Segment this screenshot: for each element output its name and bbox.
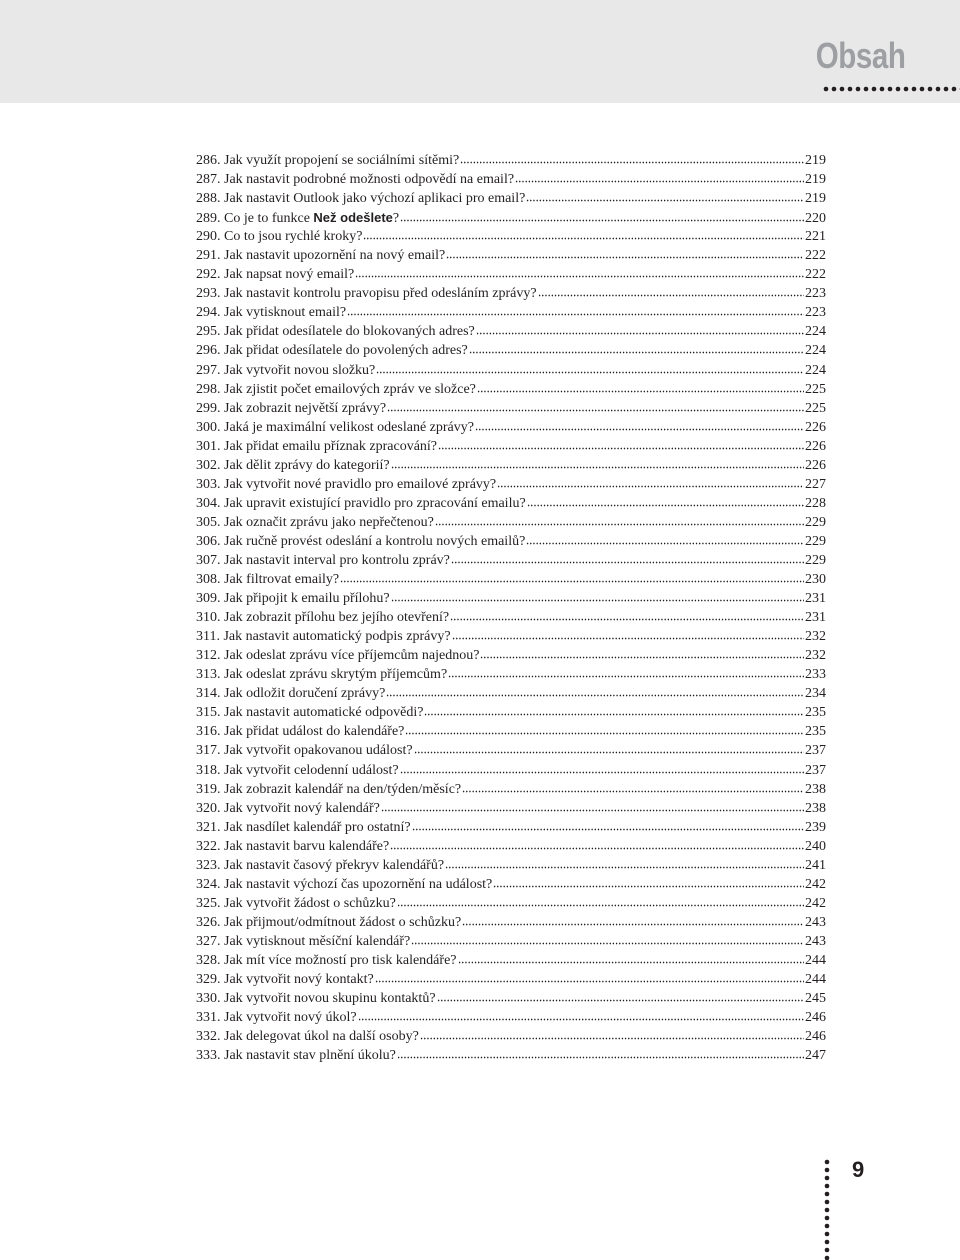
toc-entry-text: 293. Jak nastavit kontrolu pravopisu před odesláním zprávy?: [196, 286, 537, 302]
toc-entry-title: [196, 684, 385, 703]
toc-entry-title: [196, 265, 354, 284]
toc-entry-title: [196, 951, 457, 970]
toc-entry-page: 239: [805, 819, 826, 835]
toc-entry-title: [196, 532, 525, 551]
dot-leader: [424, 706, 804, 716]
toc-entry[interactable]: [196, 722, 826, 741]
toc-entry-title: [196, 761, 399, 780]
toc-entry-text: 316. Jak přidat událost do kalendáře?: [196, 724, 405, 740]
header-dotted-rule: [822, 86, 960, 92]
toc-entry-text: 306. Jak ručně provést odeslání a kontrolu nových emailů?: [196, 533, 526, 549]
toc-entry-text: 292. Jak napsat nový email?: [196, 267, 355, 283]
toc-entry-text: 329. Jak vytvořit nový kontakt?: [196, 972, 374, 988]
toc-entry-page: 238: [805, 800, 826, 816]
toc-entry[interactable]: [196, 913, 826, 932]
dot-leader: [445, 859, 804, 869]
dot-leader: [376, 364, 804, 374]
toc-entry-page: 219: [805, 172, 826, 188]
toc-entry-title: [196, 551, 450, 570]
toc-entry-title: [196, 875, 492, 894]
toc-entry[interactable]: [196, 646, 826, 665]
toc-entry-page: 225: [805, 381, 826, 397]
toc-entry-text: 291. Jak nastavit upozornění na nový email?: [196, 248, 446, 264]
toc-entry-text: 297. Jak vytvořit novou složku?: [196, 362, 376, 378]
toc-entry-keyword: Než odešlete: [313, 210, 393, 226]
toc-entry-title: [196, 989, 436, 1008]
toc-entry-page: 229: [805, 552, 826, 568]
dot-leader: [435, 516, 804, 526]
toc-entry-text: 315. Jak nastavit automatické odpovědi?: [196, 705, 424, 721]
toc-entry-title: [196, 151, 459, 170]
dot-leader: [515, 173, 804, 183]
section-title: Obsah: [816, 35, 906, 76]
toc-entry-title: [196, 799, 380, 818]
dot-leader: [355, 268, 804, 278]
dot-leader: [390, 840, 804, 850]
toc-entry-page: 229: [805, 514, 826, 530]
toc-entry[interactable]: [196, 437, 826, 456]
toc-entry-text: 287. Jak nastavit podrobné možnosti odpovědí na email?: [196, 172, 515, 188]
dot-leader: [397, 897, 804, 907]
dot-leader: [375, 973, 804, 983]
toc-entry[interactable]: [196, 418, 826, 437]
toc-entry-page: 220: [805, 211, 826, 227]
toc-entry-page: 224: [805, 362, 826, 378]
dot-leader: [400, 764, 804, 774]
toc-entry-title: [196, 170, 514, 189]
toc-entry-title: [196, 303, 346, 322]
toc-entry-title: [196, 722, 404, 741]
toc-entry[interactable]: [196, 551, 826, 570]
toc-entry-text: 294. Jak vytisknout email?: [196, 305, 347, 321]
toc-entry-page: 222: [805, 248, 826, 264]
toc-entry[interactable]: [196, 875, 826, 894]
toc-entry-page: 232: [805, 629, 826, 645]
dot-leader: [452, 630, 804, 640]
toc-entry-title: [196, 970, 374, 989]
toc-entry-title: [196, 208, 399, 228]
toc-entry[interactable]: [196, 341, 826, 360]
toc-entry-title: [196, 418, 474, 437]
toc-entry[interactable]: [196, 475, 826, 494]
toc-entry[interactable]: [196, 608, 826, 627]
toc-entry[interactable]: [196, 494, 826, 513]
toc-entry-title: [196, 322, 475, 341]
toc-entry-title: [196, 703, 423, 722]
toc-entry-text: 314. Jak odložit doručení zprávy?: [196, 686, 386, 702]
toc-entry-page: 247: [805, 1048, 826, 1064]
toc-entry-text: 286. Jak využít propojení se sociálními sítěmi?: [196, 153, 460, 168]
toc-entry[interactable]: [196, 856, 826, 875]
toc-entry-title: [196, 627, 451, 646]
toc-entry[interactable]: [196, 837, 826, 856]
toc-entry-page: 221: [805, 229, 826, 245]
dot-leader: [476, 325, 804, 335]
toc-entry-text: 323. Jak nastavit časový překryv kalendářů?: [196, 857, 445, 873]
toc-entry-page: 242: [805, 876, 826, 892]
toc-entry-text: 290. Co to jsou rychlé kroky?: [196, 229, 363, 245]
toc-entry-text: 296. Jak přidat odesílatele do povolených adres?: [196, 343, 468, 359]
toc-entry-title: [196, 380, 476, 399]
toc-entry-title: [196, 475, 496, 494]
toc-entry[interactable]: [196, 627, 826, 646]
toc-entry-text: 327. Jak vytisknout měsíční kalendář?: [196, 933, 411, 949]
toc-entry-text: 289. Co je to funkce: [196, 211, 314, 227]
toc-entry-page: 219: [805, 153, 826, 168]
toc-entry-text: 331. Jak vytvořit nový úkol?: [196, 1010, 357, 1026]
dot-leader: [391, 592, 804, 602]
toc-entry[interactable]: [196, 303, 826, 322]
toc-entry-page: 237: [805, 743, 826, 759]
dot-leader: [497, 478, 804, 488]
dot-leader: [448, 668, 804, 678]
dot-leader: [446, 249, 804, 259]
dot-leader: [387, 402, 804, 412]
toc-entry-page: 245: [805, 991, 826, 1007]
dot-leader: [412, 821, 804, 831]
toc-entry[interactable]: [196, 589, 826, 608]
toc-entry-page: 238: [805, 781, 826, 797]
dot-leader: [460, 154, 804, 164]
toc-entry-text: 320. Jak vytvořit nový kalendář?: [196, 800, 380, 816]
toc-entry[interactable]: [196, 684, 826, 703]
dot-leader: [462, 783, 804, 793]
toc-entry-page: 229: [805, 533, 826, 549]
toc-entry[interactable]: [196, 322, 826, 341]
dot-leader: [458, 954, 805, 964]
toc-entry-text: 299. Jak zobrazit největší zprávy?: [196, 400, 387, 416]
toc-entry-text: 333. Jak nastavit stav plnění úkolu?: [196, 1048, 396, 1064]
toc-entry-page: 234: [805, 686, 826, 702]
dot-leader: [527, 497, 804, 507]
toc-entry-title: [196, 780, 461, 799]
toc-entry-page: 226: [805, 419, 826, 435]
dot-leader: [400, 212, 804, 222]
toc-entry[interactable]: [196, 665, 826, 684]
toc-entry-title: [196, 1027, 419, 1046]
toc-entry[interactable]: [196, 1027, 826, 1046]
toc-entry-page: 244: [805, 972, 826, 988]
toc-entry-title: [196, 570, 339, 589]
dot-leader: [363, 230, 804, 240]
toc-entry-page: 223: [805, 305, 826, 321]
toc-entry-text: 302. Jak dělit zprávy do kategorií?: [196, 457, 390, 473]
toc-entry-text: 319. Jak zobrazit kalendář na den/týden/měsíc?: [196, 781, 462, 797]
toc-entry[interactable]: [196, 227, 826, 246]
toc-entry-page: 243: [805, 933, 826, 949]
toc-entry-title: [196, 456, 390, 475]
toc-entry[interactable]: [196, 208, 826, 227]
toc-entry[interactable]: [196, 741, 826, 760]
toc-entry-title: [196, 1046, 396, 1065]
dot-leader: [358, 1011, 804, 1021]
toc-entry[interactable]: [196, 189, 826, 208]
toc-entry-page: 230: [805, 572, 826, 588]
dot-leader: [340, 573, 804, 583]
toc-entry-text: 325. Jak vytvořit žádost o schůzku?: [196, 895, 396, 911]
toc-entry-page: 235: [805, 705, 826, 721]
toc-entry[interactable]: [196, 780, 826, 799]
toc-entry[interactable]: [196, 246, 826, 265]
toc-entry-text: 318. Jak vytvořit celodenní událost?: [196, 762, 399, 778]
dot-leader: [397, 1049, 804, 1059]
toc-entry[interactable]: [196, 170, 826, 189]
dot-leader: [381, 802, 804, 812]
toc-entry[interactable]: [196, 151, 826, 170]
dot-leader: [438, 440, 804, 450]
toc-entry-title: [196, 437, 437, 456]
toc-entry-text: 328. Jak mít více možností pro tisk kalendáře?: [196, 952, 457, 968]
toc-entry[interactable]: [196, 284, 826, 303]
toc-entry-page: 223: [805, 286, 826, 302]
toc-entry-text: 326. Jak přijmout/odmítnout žádost o schůzku?: [196, 914, 462, 930]
toc-entry-page: 219: [805, 191, 826, 207]
toc-entry-text: 311. Jak nastavit automatický podpis zprávy?: [196, 629, 451, 645]
toc-entry[interactable]: [196, 989, 826, 1008]
toc-entry-title: [196, 399, 386, 418]
toc-entry[interactable]: [196, 265, 826, 284]
toc-entry-text: 305. Jak označit zprávu jako nepřečtenou?: [196, 514, 434, 530]
toc-entry-text-after: ?: [392, 211, 400, 227]
toc-entry-title: [196, 741, 413, 760]
toc-entry[interactable]: [196, 894, 826, 913]
toc-entry-page: 226: [805, 457, 826, 473]
toc-entry[interactable]: [196, 399, 826, 418]
dot-leader: [526, 535, 804, 545]
toc-entry-title: [196, 1008, 357, 1027]
dot-leader: [411, 935, 804, 945]
toc-entry[interactable]: [196, 456, 826, 475]
toc-entry-text: 295. Jak přidat odesílatele do blokovaných adres?: [196, 324, 475, 340]
toc-entry-page: 244: [805, 952, 826, 968]
toc-entry[interactable]: [196, 970, 826, 989]
toc-entry-title: [196, 341, 468, 360]
toc-entry-text: 313. Jak odeslat zprávu skrytým příjemcům?: [196, 667, 448, 683]
toc-entry[interactable]: [196, 570, 826, 589]
toc-entry-text: 332. Jak delegovat úkol na další osoby?: [196, 1029, 419, 1045]
dot-leader: [493, 878, 804, 888]
toc-entry-page: 241: [805, 857, 826, 873]
toc-entry-page: 242: [805, 895, 826, 911]
toc-entry[interactable]: [196, 761, 826, 780]
table-of-contents: [196, 151, 826, 1065]
toc-entry-page: 227: [805, 476, 826, 492]
dot-leader: [391, 459, 804, 469]
toc-entry-page: 231: [805, 610, 826, 626]
toc-entry-text: 303. Jak vytvořit nové pravidlo pro emailové zprávy?: [196, 476, 497, 492]
toc-entry-page: 226: [805, 438, 826, 454]
toc-entry-title: [196, 189, 525, 208]
toc-entry-title: [196, 894, 396, 913]
toc-entry[interactable]: [196, 951, 826, 970]
toc-entry-text: 307. Jak nastavit interval pro kontrolu zpráv?: [196, 552, 450, 568]
toc-entry-page: 224: [805, 324, 826, 340]
toc-entry-title: [196, 608, 449, 627]
toc-entry-text: 312. Jak odeslat zprávu více příjemcům najednou?: [196, 648, 480, 664]
toc-entry-title: [196, 932, 410, 951]
toc-entry-page: 246: [805, 1029, 826, 1045]
toc-entry-text: 310. Jak zobrazit přílohu bez jejího otevření?: [196, 610, 450, 626]
dot-leader: [451, 554, 804, 564]
dot-leader: [538, 287, 804, 297]
toc-entry-text: 288. Jak nastavit Outlook jako výchozí aplikaci pro email?: [196, 191, 526, 207]
toc-entry-page: 232: [805, 648, 826, 664]
toc-entry[interactable]: [196, 532, 826, 551]
toc-entry-title: [196, 856, 444, 875]
toc-entry-title: [196, 513, 434, 532]
toc-entry-page: 228: [805, 495, 826, 511]
toc-entry-page: 237: [805, 762, 826, 778]
toc-entry-title: [196, 913, 461, 932]
toc-entry-text: 301. Jak přidat emailu příznak zpracování?: [196, 438, 438, 454]
toc-entry-title: [196, 246, 445, 265]
toc-entry-text: 330. Jak vytvořit novou skupinu kontaktů?: [196, 991, 436, 1007]
dot-leader: [450, 611, 804, 621]
dot-leader: [437, 992, 804, 1002]
toc-entry-page: 222: [805, 267, 826, 283]
toc-entry-title: [196, 494, 526, 513]
toc-entry-text: 298. Jak zjistit počet emailových zpráv ve složce?: [196, 381, 476, 397]
dot-leader: [475, 421, 804, 431]
toc-entry[interactable]: [196, 932, 826, 951]
toc-entry-page: 225: [805, 400, 826, 416]
dot-leader: [347, 306, 804, 316]
toc-entry-text: 300. Jaká je maximální velikost odeslané zprávy?: [196, 419, 474, 435]
toc-entry-text: 308. Jak filtrovat emaily?: [196, 572, 340, 588]
dot-leader: [405, 725, 804, 735]
toc-entry[interactable]: [196, 1046, 826, 1065]
dot-leader: [480, 649, 804, 659]
toc-entry-text: 324. Jak nastavit výchozí čas upozornění na událost?: [196, 876, 493, 892]
toc-entry-title: [196, 665, 447, 684]
toc-entry-title: [196, 646, 479, 665]
toc-entry-text: 304. Jak upravit existující pravidlo pro zpracování emailu?: [196, 495, 526, 511]
dot-leader: [526, 192, 804, 202]
toc-entry[interactable]: [196, 1008, 826, 1027]
footer-dotted-rule: [824, 1158, 830, 1260]
toc-entry-text: 322. Jak nastavit barvu kalendáře?: [196, 838, 390, 854]
dot-leader: [462, 916, 804, 926]
toc-entry[interactable]: [196, 380, 826, 399]
toc-entry-page: 224: [805, 343, 826, 359]
toc-entry-page: 231: [805, 591, 826, 607]
dot-leader: [420, 1030, 804, 1040]
page-number: 9: [852, 1157, 865, 1182]
toc-entry-page: 235: [805, 724, 826, 740]
toc-entry-title: [196, 818, 411, 837]
dot-leader: [477, 383, 804, 393]
toc-entry-page: 240: [805, 838, 826, 854]
toc-entry-title: [196, 227, 362, 246]
toc-entry-text: 309. Jak připojit k emailu přílohu?: [196, 591, 390, 607]
toc-entry-title: [196, 361, 375, 380]
toc-entry[interactable]: [196, 818, 826, 837]
toc-entry-text: 317. Jak vytvořit opakovanou událost?: [196, 743, 413, 759]
toc-entry[interactable]: [196, 799, 826, 818]
toc-entry[interactable]: [196, 361, 826, 380]
toc-entry[interactable]: [196, 703, 826, 722]
toc-entry-page: 246: [805, 1010, 826, 1026]
toc-entry-page: 233: [805, 667, 826, 683]
toc-entry[interactable]: [196, 513, 826, 532]
toc-entry-page: 243: [805, 914, 826, 930]
toc-entry-title: [196, 837, 389, 856]
dot-leader: [414, 744, 804, 754]
toc-entry-text: 321. Jak nasdílet kalendář pro ostatní?: [196, 819, 411, 835]
dot-leader: [469, 344, 804, 354]
toc-entry-title: [196, 589, 390, 608]
dot-leader: [386, 687, 804, 697]
toc-entry-title: [196, 284, 537, 303]
